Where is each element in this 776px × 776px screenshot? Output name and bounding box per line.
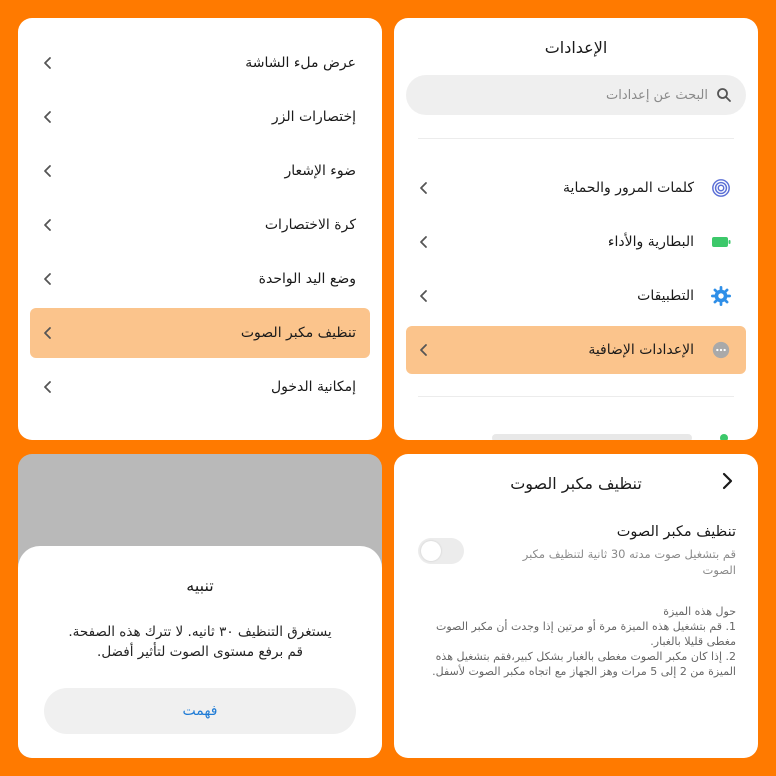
chevron-left-icon (416, 342, 432, 358)
alert-panel (18, 454, 382, 758)
divider (418, 396, 734, 397)
list-item-label: ضوء الإشعار (284, 163, 356, 179)
cut-off-item-icon (720, 434, 728, 440)
settings-item-label: التطبيقات (637, 288, 694, 304)
settings-item-battery-performance[interactable] (406, 218, 746, 266)
got-it-button[interactable]: فهمت (44, 688, 356, 734)
divider (418, 138, 734, 139)
more-icon (710, 339, 732, 361)
settings-item-passwords-security[interactable] (406, 164, 746, 212)
chevron-left-icon (416, 180, 432, 196)
chevron-left-icon (416, 234, 432, 250)
search-bar[interactable] (406, 75, 746, 115)
search-input[interactable]: البحث عن إعدادات (605, 87, 708, 103)
chevron-left-icon (40, 55, 56, 71)
list-item-label: إختصارات الزر (271, 109, 356, 125)
list-item-label: تنظيف مكبر الصوت (240, 325, 356, 341)
list-item-quick-ball[interactable] (30, 200, 370, 250)
battery-icon (710, 231, 732, 253)
chevron-left-icon (40, 379, 56, 395)
dialog-message (44, 622, 356, 662)
about-feature (416, 604, 736, 679)
chevron-left-icon (40, 109, 56, 125)
page-title: تنظيف مكبر الصوت (510, 473, 642, 493)
settings-item-apps[interactable] (406, 272, 746, 320)
dialog-message-line: يستغرق التنظيف ٣٠ ثانيه. لا تترك هذه الصفحة. (68, 624, 332, 640)
dialog-title: تنبيه (186, 576, 214, 595)
list-item-button-shortcuts[interactable] (30, 92, 370, 142)
settings-item-label: البطارية والأداء (607, 234, 694, 250)
chevron-left-icon (40, 271, 56, 287)
settings-item-additional-settings[interactable] (406, 326, 746, 374)
setting-description: قم بتشغيل صوت مدته 30 ثانية لتنظيف مكبر الصوت (522, 547, 736, 577)
list-item-one-handed-mode[interactable] (30, 254, 370, 304)
back-icon[interactable] (716, 470, 738, 492)
clear-speaker-panel (394, 454, 758, 758)
list-item-accessibility[interactable] (30, 362, 370, 412)
alert-dialog (18, 546, 382, 758)
info-title: حول هذه الميزة (663, 605, 736, 618)
settings-item-label: الإعدادات الإضافية (588, 342, 694, 358)
settings-item-label: كلمات المرور والحماية (563, 180, 694, 196)
list-item-label: عرض ملء الشاشة (245, 55, 356, 71)
list-item-label: إمكانية الدخول (270, 379, 356, 395)
page-title: الإعدادات (544, 38, 608, 57)
chevron-left-icon (40, 163, 56, 179)
chevron-left-icon (40, 325, 56, 341)
list-item-label: كرة الاختصارات (264, 217, 356, 233)
list-item-clear-speaker[interactable] (30, 308, 370, 358)
dialog-message-line: قم برفع مستوى الصوت لتأثير أفضل. (97, 644, 303, 660)
additional-settings-panel (18, 18, 382, 440)
list-item-label: وضع اليد الواحدة (258, 271, 356, 287)
search-icon (716, 87, 732, 103)
list-item-notification-light[interactable] (30, 146, 370, 196)
info-item: 1. قم بتشغيل هذه الميزة مرة أو مرتين إذا وجدت أن مكبر الصوت مغطى قليلا بالغبار. (436, 620, 736, 648)
clear-speaker-toggle[interactable] (418, 538, 464, 564)
cut-off-list-item (492, 434, 692, 440)
list-item-fullscreen[interactable] (30, 38, 370, 88)
chevron-left-icon (416, 288, 432, 304)
fingerprint-icon (710, 177, 732, 199)
gear-icon (710, 285, 732, 307)
chevron-left-icon (40, 217, 56, 233)
toggle-knob (421, 541, 441, 561)
setting-title: تنظيف مكبر الصوت (616, 524, 736, 540)
settings-panel (394, 18, 758, 440)
clear-speaker-setting (416, 524, 736, 584)
info-item: 2. إذا كان مكبر الصوت مغطى بالغبار بشكل كبير،فقم بتشغيل هذه الميزة من 2 إلى 5 مرات وهز الجهاز مع اتجاه مكبر الصوت لأسفل. (432, 650, 736, 678)
